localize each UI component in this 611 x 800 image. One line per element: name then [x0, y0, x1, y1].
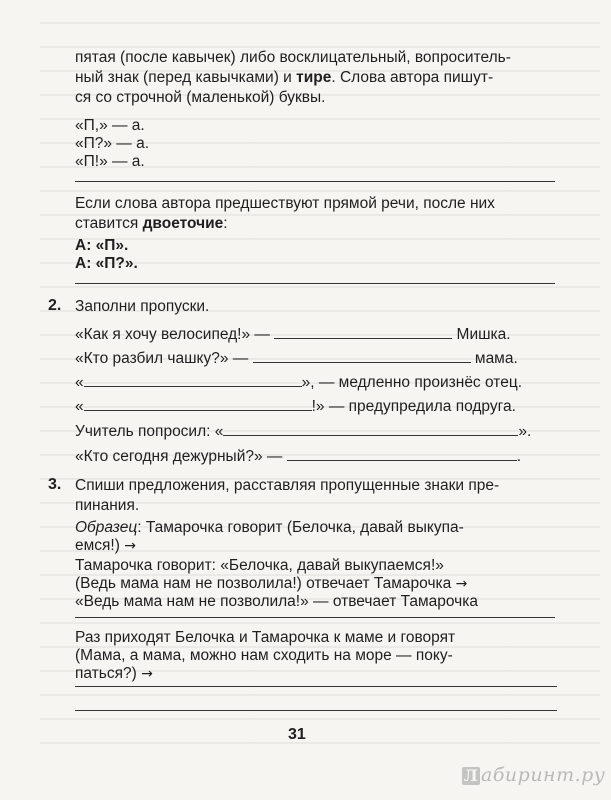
sample-label: Образец [75, 519, 138, 536]
sentence-3-quote: « [75, 374, 84, 391]
sample-line-5: «Ведь мама нам не позволила!» — отвечает Тамарочка [75, 593, 478, 610]
sentence-1-end: Мишка. [456, 326, 511, 343]
blank-field[interactable] [253, 346, 471, 363]
intro-line-2 [75, 68, 493, 88]
blank-field[interactable] [287, 444, 517, 461]
task-2-title: Заполни пропуски. [75, 298, 210, 315]
blank-field[interactable] [84, 370, 302, 387]
intro-line-2-start: ный знак (перед кавычками) и [75, 69, 297, 86]
sample-colon: : [137, 519, 142, 536]
arrow-right-icon: → [141, 666, 153, 682]
intro-line-1: пятая (после кавычек) либо восклицательный, вопроситель- [75, 49, 511, 66]
arrow-right-icon: → [124, 538, 136, 554]
task-2-sentence-1 [75, 322, 511, 345]
sentence-4-end: !» — предупредила подруга. [311, 398, 516, 415]
task-3-number: 3. [48, 476, 62, 493]
watermark-text: абиринт.ру [481, 764, 606, 786]
sample-line-2 [75, 536, 136, 556]
sentence-6-start: «Кто сегодня дежурный?» — [75, 448, 283, 465]
task-2-sentence-3 [75, 370, 522, 393]
sentence-6-end: . [516, 448, 522, 465]
rule2-line-1: Если слова автора предшествуют прямой речи, после них [75, 195, 495, 212]
answer-line[interactable] [75, 710, 557, 711]
task-2-sentence-6 [75, 444, 521, 467]
task-3-title-2: пинания. [75, 497, 140, 514]
intro-line-2-end: . Слова автора пишут- [331, 69, 494, 86]
blank-field[interactable] [274, 322, 452, 339]
intro-line-3: ся со строчной (маленькой) буквы. [75, 89, 326, 106]
divider-line [75, 617, 555, 618]
arrow-right-icon: → [455, 576, 468, 592]
intro-example-1: «П,» — а. [75, 117, 145, 134]
sentence-1-start: «Как я хочу велосипед!» — [75, 326, 270, 343]
sample-line-3: Тамарочка говорит: «Белочка, давай выкупаемся!» [75, 557, 444, 574]
blank-field[interactable] [84, 394, 312, 411]
divider-line [75, 283, 555, 284]
sentence-4-quote: « [75, 398, 84, 415]
sample-text-1: Тамарочка говорит (Белочка, давай выкупа- [141, 519, 464, 536]
sentence-5-end: ». [518, 423, 532, 440]
task-3-title-1: Спиши предложения, расставляя пропущенные знаки пре- [75, 477, 500, 494]
sample-line-4 [75, 574, 467, 594]
rule2-example-2: А: «П?». [75, 255, 138, 272]
intro-example-2: «П?» — а. [75, 135, 150, 152]
exercise-line-1: Раз приходят Белочка и Тамарочка к маме и говорят [75, 629, 456, 646]
rule2-line-2-end: : [223, 215, 228, 232]
sentence-2-end: мама. [474, 350, 518, 367]
task-2-number: 2. [48, 297, 62, 314]
exercise-line-2: (Мама, а мама, можно нам сходить на море — поку- [75, 647, 453, 664]
task-2-sentence-5 [75, 419, 531, 442]
task-2-sentence-2 [75, 346, 518, 369]
divider-line [75, 181, 555, 182]
sentence-3-end: », — медленно произнёс отец. [301, 374, 523, 391]
rule2-example-1: А: «П». [75, 237, 129, 254]
answer-line[interactable] [75, 686, 557, 687]
task-2-sentence-4 [75, 394, 516, 417]
blank-field[interactable] [223, 419, 518, 436]
intro-example-3: «П!» — а. [75, 153, 145, 170]
watermark-badge: Л [463, 766, 479, 785]
rule2-keyword-colon: двоеточие [142, 215, 224, 232]
sample-text-4: (Ведь мама нам не позволила!) отвечает Тамарочка [75, 575, 456, 592]
sentence-5-start: Учитель попросил: « [75, 423, 224, 440]
exercise-text-3: паться?) [75, 665, 142, 682]
sample-text-2: емся!) [75, 537, 125, 554]
page-number: 31 [288, 726, 306, 743]
rule2-line-2-start: ставится [75, 215, 143, 232]
exercise-line-3 [75, 664, 153, 684]
intro-keyword-dash: тире [296, 69, 332, 86]
rule2-line-2 [75, 214, 228, 234]
sentence-2-start: «Кто разбил чашку?» — [75, 350, 249, 367]
sample-line-1 [75, 518, 464, 538]
watermark-logo [462, 764, 605, 786]
